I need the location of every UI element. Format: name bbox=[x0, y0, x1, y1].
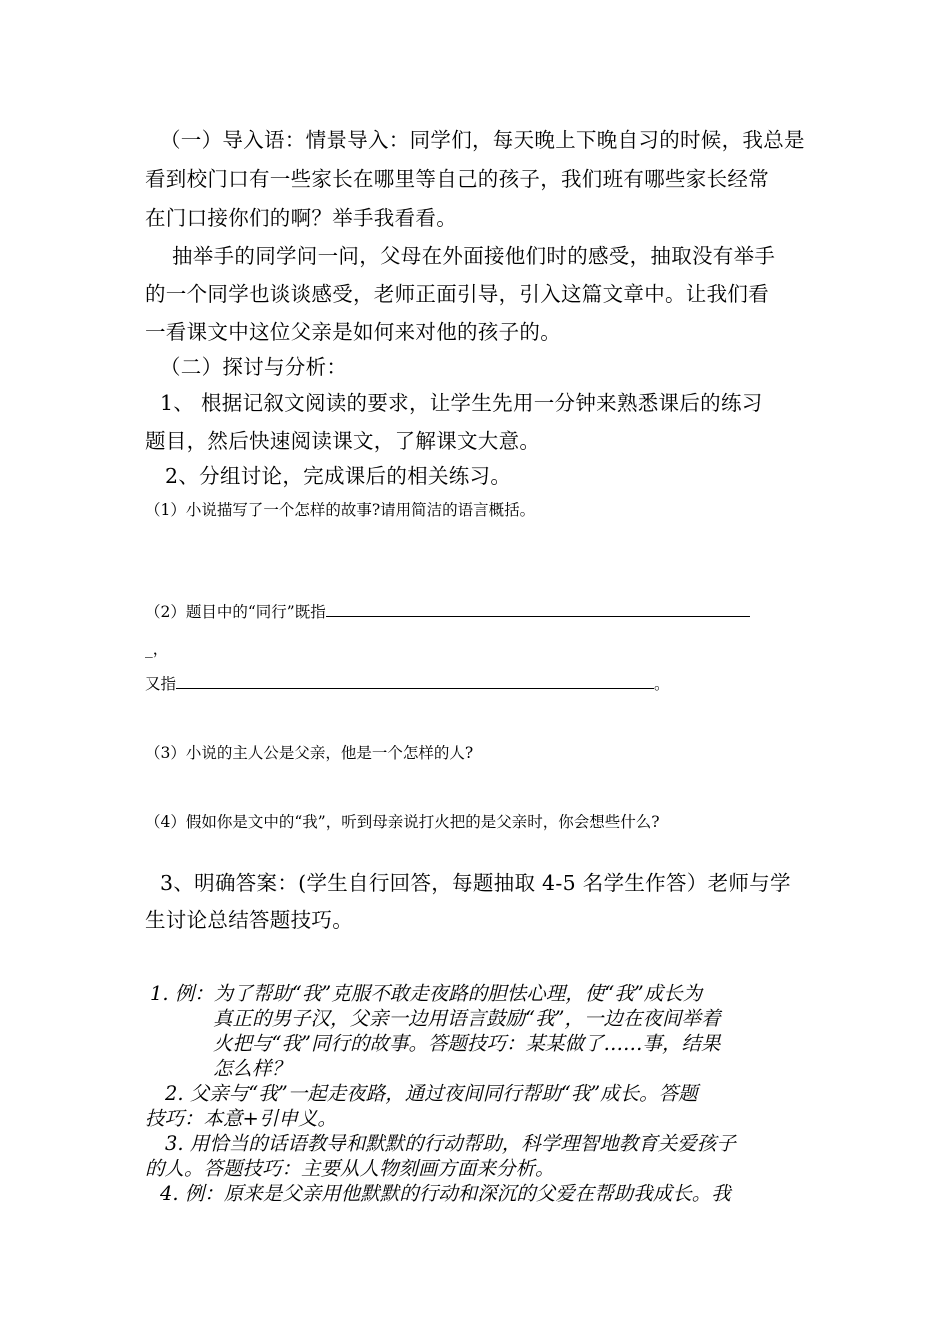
intro2-line-3: 一看课文中这位父亲是如何来对他的孩子的。 bbox=[145, 320, 561, 344]
answer-4-line-1: 4. 例：原来是父亲用他默默的行动和深沉的父爱在帮助我成长。我 bbox=[160, 1182, 731, 1205]
question-2-line-1 bbox=[145, 600, 750, 622]
intro2-line-1: 抽举手的同学问一问，父母在外面接他们时的感受，抽取没有举手 bbox=[172, 244, 776, 268]
question-4: （4）假如你是文中的“我”，听到母亲说打火把的是父亲时，你会想些什么? bbox=[145, 813, 660, 831]
intro-line-2: 看到校门口有一些家长在哪里等自己的孩子，我们班有哪些家长经常 bbox=[145, 167, 769, 191]
item-1-line-2: 题目，然后快速阅读课文，了解课文大意。 bbox=[145, 429, 541, 453]
answer-1-line-3: 火把与“我”同行的故事。答题技巧：某某做了……事，结果 bbox=[213, 1032, 721, 1055]
intro2-line-2: 的一个同学也谈谈感受，老师正面引导，引入这篇文章中。让我们看 bbox=[145, 282, 769, 306]
answer-blank-2[interactable] bbox=[176, 672, 654, 689]
answer-2-line-1: 2. 父亲与“我”一起走夜路，通过夜间同行帮助“我”成长。答题 bbox=[165, 1082, 698, 1105]
answer-blank-1[interactable] bbox=[326, 600, 750, 617]
item-2: 2、分组讨论，完成课后的相关练习。 bbox=[165, 464, 512, 488]
answer-2-line-2: 技巧：本意+引申义。 bbox=[145, 1107, 337, 1130]
question-2-prefix: （2）题目中的“同行”既指 bbox=[145, 603, 326, 621]
answer-1-line-1: 1. 例：为了帮助“我”克服不敢走夜路的胆怯心理，使“我”成长为 bbox=[150, 982, 703, 1005]
answer-3-line-1: 3. 用恰当的话语教导和默默的行动帮助，科学理智地教育关爱孩子 bbox=[165, 1132, 736, 1155]
question-3: （3）小说的主人公是父亲，他是一个怎样的人? bbox=[145, 744, 474, 762]
question-2-end: 。 bbox=[654, 675, 670, 693]
item-1-line-1: 1、 根据记叙文阅读的要求，让学生先用一分钟来熟悉课后的练习 bbox=[160, 391, 763, 415]
question-2-line-2: _， bbox=[145, 640, 169, 658]
intro-line-3: 在门口接你们的啊？举手我看看。 bbox=[145, 206, 457, 230]
answer-3-line-2: 的人。答题技巧：主要从人物刻画方面来分析。 bbox=[145, 1157, 555, 1180]
question-2-line-3 bbox=[145, 672, 670, 694]
question-2-prefix-b: 又指 bbox=[145, 675, 177, 693]
answer-1-line-4: 怎么样？ bbox=[213, 1057, 292, 1080]
item-3-line-2: 生讨论总结答题技巧。 bbox=[145, 908, 353, 932]
answer-1-line-2: 真正的男子汉，父亲一边用语言鼓励“我”，一边在夜间举着 bbox=[213, 1007, 721, 1030]
item-3-line-1: 3、明确答案：(学生自行回答，每题抽取 4-5 名学生作答）老师与学 bbox=[160, 871, 791, 895]
section-heading-2: （二）探讨与分析： bbox=[160, 355, 348, 379]
question-1: （1）小说描写了一个怎样的故事?请用简洁的语言概括。 bbox=[145, 501, 536, 519]
intro-line-1: （一）导入语：情景导入：同学们，每天晚上下晚自习的时候，我总是 bbox=[160, 128, 805, 152]
